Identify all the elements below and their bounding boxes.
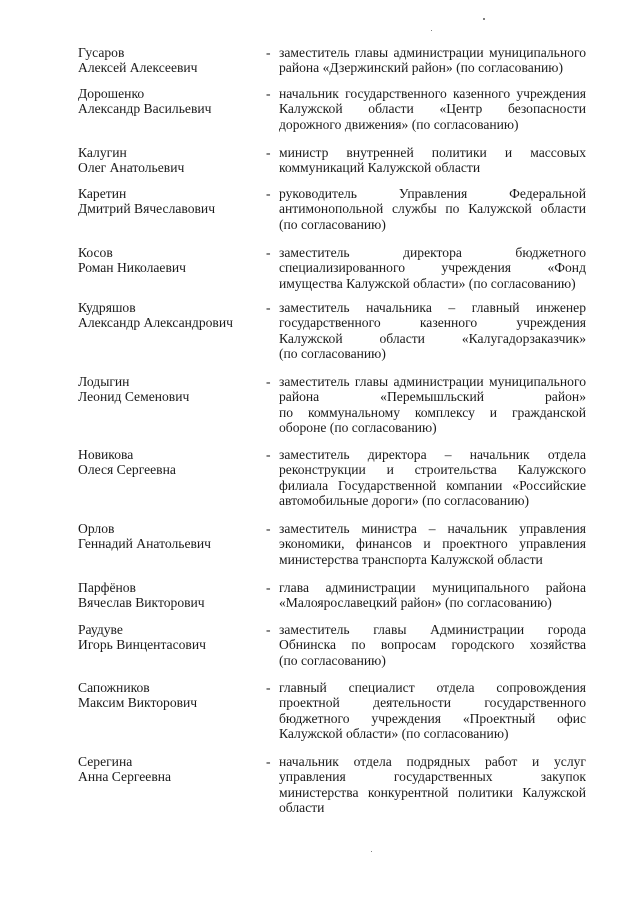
dash-separator: - (266, 680, 271, 695)
member-position-line: (по согласованию) (279, 345, 386, 361)
member-given-names: Олег Анатольевич (78, 160, 185, 176)
member-surname: Дорошенко (78, 86, 145, 101)
member-position-line: руководитель Управления Федеральной (279, 186, 586, 201)
member-surname: Парфёнов (78, 580, 136, 595)
member-position-line: главный специалист отдела сопровождения (279, 680, 586, 695)
dash-separator: - (266, 580, 271, 595)
member-position-line: Калужской области «Центр безопасности (279, 101, 586, 117)
scan-speck (431, 30, 432, 31)
member-name (78, 680, 258, 711)
member-position-line: начальник государственного казенного учреждения (279, 86, 586, 101)
member-position-line: заместитель директора бюджетного (279, 245, 586, 260)
member-position (279, 374, 586, 435)
member-surname: Новикова (78, 447, 134, 462)
member-position (279, 186, 586, 232)
dash-separator: - (266, 45, 271, 60)
member-position-line: заместитель начальника – главный инженер (279, 300, 586, 315)
member-position-line: министерства конкурентной политики Калужской (279, 784, 586, 800)
member-position (279, 245, 586, 291)
member-position-line: филиала Государственной компании «Российские (279, 477, 586, 493)
member-position-line: заместитель главы Администрации города (279, 622, 586, 637)
member-given-names: Анна Сергеевна (78, 769, 172, 785)
member-name (78, 145, 258, 176)
member-name (78, 300, 258, 331)
dash-separator: - (266, 622, 271, 637)
dash-separator: - (266, 300, 271, 315)
member-position-line: начальник отдела подрядных работ и услуг (279, 754, 586, 769)
dash-separator: - (266, 186, 271, 201)
dash-separator: - (266, 245, 271, 260)
member-position-line: Калужской области «Калугадорзаказчик» (279, 330, 586, 346)
member-given-names: Александр Александрович (78, 315, 233, 331)
member-position-line: государственного казенного учреждения (279, 315, 586, 331)
member-name (78, 622, 258, 653)
member-position-line: Обнинска по вопросам городского хозяйства (279, 637, 586, 653)
member-position-line: района «Перемышльский район» (279, 389, 586, 405)
member-name (78, 754, 258, 785)
dash-separator: - (266, 521, 271, 536)
member-surname: Кудряшов (78, 300, 136, 315)
scan-speck (371, 851, 372, 852)
member-position-line: заместитель главы администрации муниципального (279, 45, 586, 60)
member-position (279, 300, 586, 361)
member-given-names: Вячеслав Викторович (78, 595, 205, 611)
member-given-names: Олеся Сергеевна (78, 462, 176, 478)
member-name (78, 447, 258, 478)
member-position-line: экономики, финансов и проектного управления (279, 536, 586, 552)
member-given-names: Александр Васильевич (78, 101, 212, 117)
member-position-line: (по согласованию) (279, 652, 386, 668)
member-position-line: реконструкции и строительства Калужского (279, 462, 586, 478)
member-given-names: Максим Викторович (78, 695, 198, 711)
member-name (78, 374, 258, 405)
member-position (279, 521, 586, 567)
member-position-line: автомобильные дороги» (по согласованию) (279, 492, 530, 508)
member-position-line: Калужской области» (по согласованию) (279, 725, 509, 741)
member-position (279, 622, 586, 668)
member-given-names: Роман Николаевич (78, 260, 186, 276)
member-position (279, 754, 586, 815)
member-surname: Каретин (78, 186, 127, 201)
member-surname: Лодыгин (78, 374, 130, 389)
member-position-line: по коммунальному комплексу и гражданской (279, 404, 586, 420)
member-position (279, 45, 586, 76)
member-position-line: области (279, 799, 325, 815)
member-given-names: Леонид Семенович (78, 389, 190, 405)
member-name (78, 86, 258, 117)
member-given-names: Дмитрий Вячеславович (78, 201, 216, 217)
member-surname: Сапожников (78, 680, 150, 695)
member-surname: Серегина (78, 754, 133, 769)
dash-separator: - (266, 145, 271, 160)
dash-separator: - (266, 754, 271, 769)
member-surname: Косов (78, 245, 113, 260)
member-position (279, 145, 586, 176)
member-position-line: района «Дзержинский район» (по согласованию) (279, 60, 563, 76)
member-position (279, 680, 586, 741)
scan-speck (483, 18, 485, 20)
member-name (78, 245, 258, 276)
member-position-line: коммуникаций Калужской области (279, 160, 481, 176)
member-position-line: дорожного движения» (по согласованию) (279, 116, 519, 132)
dash-separator: - (266, 447, 271, 462)
member-name (78, 521, 258, 552)
member-given-names: Алексей Алексеевич (78, 60, 198, 76)
member-given-names: Игорь Винцентасович (78, 637, 206, 653)
member-position (279, 580, 586, 611)
member-given-names: Геннадий Анатольевич (78, 536, 212, 552)
member-position (279, 86, 586, 132)
member-position-line: имущества Калужской области» (по согласованию) (279, 275, 576, 291)
member-position-line: проектной деятельности государственного (279, 695, 586, 711)
member-position-line: глава администрации муниципального района (279, 580, 586, 595)
member-position-line: «Малоярославецкий район» (по согласованию) (279, 595, 552, 611)
member-name (78, 580, 258, 611)
member-position-line: министерства транспорта Калужской области (279, 551, 543, 567)
member-name (78, 45, 258, 76)
member-position-line: заместитель директора – начальник отдела (279, 447, 586, 462)
member-surname: Калугин (78, 145, 127, 160)
member-position-line: специализированного учреждения «Фонд (279, 260, 586, 276)
member-position-line: обороне (по согласованию) (279, 419, 437, 435)
member-position-line: управления государственных закупок (279, 769, 586, 785)
member-position-line: министр внутренней политики и массовых (279, 145, 586, 160)
member-position (279, 447, 586, 508)
member-position-line: заместитель министра – начальник управления (279, 521, 586, 536)
member-surname: Орлов (78, 521, 115, 536)
member-surname: Гусаров (78, 45, 125, 60)
member-position-line: заместитель главы администрации муниципального (279, 374, 586, 389)
member-name (78, 186, 258, 217)
dash-separator: - (266, 86, 271, 101)
member-surname: Раудуве (78, 622, 123, 637)
member-position-line: бюджетного учреждения «Проектный офис (279, 710, 586, 726)
dash-separator: - (266, 374, 271, 389)
member-position-line: (по согласованию) (279, 216, 386, 232)
member-position-line: антимонопольной службы по Калужской области (279, 201, 586, 217)
